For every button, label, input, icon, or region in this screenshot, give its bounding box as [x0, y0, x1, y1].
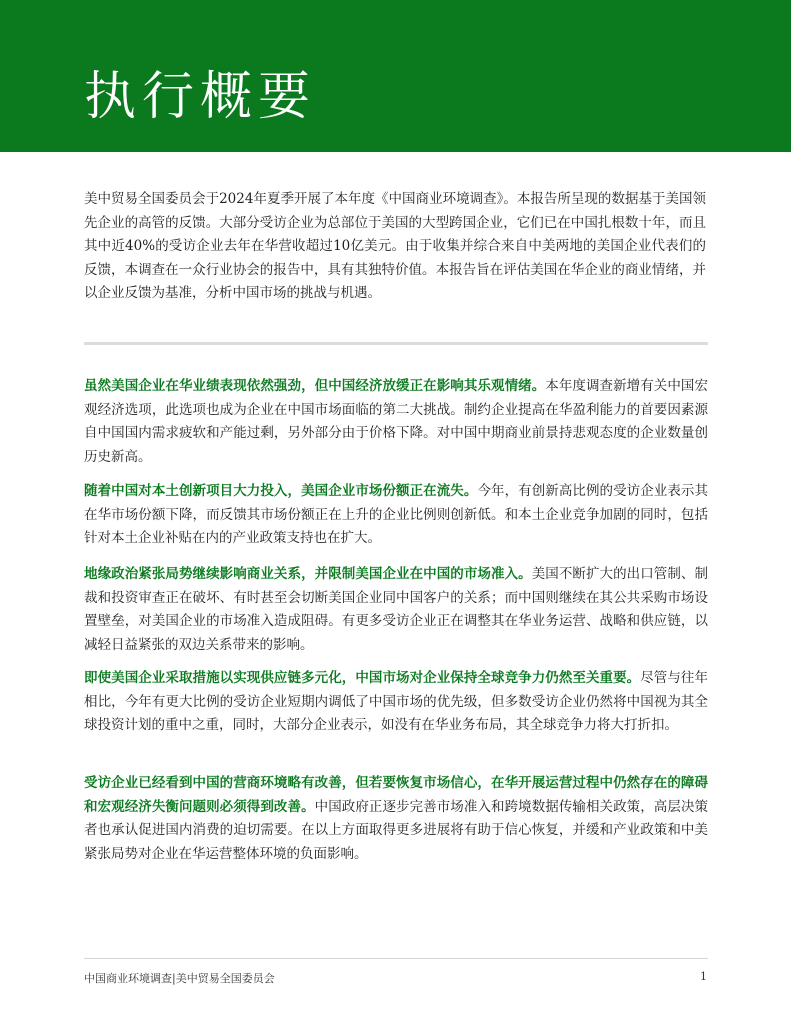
header-band: [0, 0, 791, 152]
page-number: 1: [700, 970, 707, 983]
finding-paragraph: [84, 480, 708, 551]
finding-paragraph: [84, 375, 708, 469]
intro-paragraph: 美中贸易全国委员会于2024年夏季开展了本年度《中国商业环境调查》。本报告所呈现的数据基于美国领先企业的高管的反馈。大部分受访企业为总部位于美国的大型跨国企业，它们已在中国扎根数十年，而且其中近40%的受访企业去年在华营收超过10亿美元。由于收集并综合来自中美两地的美国企业代表们的反馈，本调查在一众行业协会的报告中，具有其独特价值。本报告旨在评估美国在华企业的商业情绪，并以企业反馈为基准，分析中国市场的挑战与机遇。: [84, 191, 706, 301]
finding-body: 美国不断扩大的出口管制、制裁和投资审查正在破坏、有时甚至会切断美国企业同中国客户的关系；而中国则继续在其公共采购市场设置壁垒，对美国企业的市场准入造成阻碍。有更多受访企业正在调整其在华业务运营、战略和供应链，以减轻日益紧张的双边关系带来的影响。: [84, 566, 709, 653]
finding-lead: 即使美国企业采取措施以实现供应链多元化，中国市场对企业保持全球竞争力仍然至关重要。: [84, 670, 641, 686]
finding-lead: 随着中国对本土创新项目大力投入，美国企业市场份额正在流失。: [84, 483, 478, 499]
finding-lead: 虽然美国企业在华业绩表现依然强劲，但中国经济放缓正在影响其乐观情绪。: [84, 378, 546, 394]
section-divider: [84, 342, 708, 345]
footer-text: 中国商业环境调查|美中贸易全国委员会: [84, 972, 275, 985]
page-title: 执行概要: [84, 67, 317, 127]
finding-paragraph: [84, 667, 708, 738]
finding-paragraph: [84, 772, 708, 866]
finding-lead: 受访企业已经看到中国的营商环境略有改善，但若要恢复市场信心，在华开展运营过程中仍然存在的障碍和宏观经济失衡问题则必须得到改善。: [84, 775, 708, 815]
finding-paragraph: [84, 563, 708, 657]
finding-body: 今年，有创新高比例的受访企业表示其在华市场份额下降，而反馈其市场份额正在上升的企业比例则创新低。和本土企业竞争加剧的同时，包括针对本土企业补贴在内的产业政策支持也在扩大。: [84, 483, 709, 546]
footer-rule: [84, 958, 708, 959]
finding-body: 本年度调查新增有关中国宏观经济选项，此选项也成为企业在中国市场面临的第二大挑战。制约企业提高在华盈利能力的首要因素源自中国国内需求疲软和产能过剩，另外部分由于价格下降。对中国中期商业前景持悲观态度的企业数量创历史新高。: [84, 378, 708, 465]
finding-body: 尽管与往年相比，今年有更大比例的受访企业短期内调低了中国市场的优先级，但多数受访企业仍然将中国视为其全球投资计划的重中之重，同时，大部分企业表示，如没有在华业务布局，其全球竞争力将大打折扣。: [84, 670, 709, 733]
finding-lead: 地缘政治紧张局势继续影响商业关系，并限制美国企业在中国的市场准入。: [84, 566, 532, 582]
finding-body: 中国政府正逐步完善市场准入和跨境数据传输相关政策，高层决策者也承认促进国内消费的迫切需要。在以上方面取得更多进展将有助于信心恢复，并缓和产业政策和中美紧张局势对企业在华运营整体环境的负面影响。: [84, 798, 709, 862]
